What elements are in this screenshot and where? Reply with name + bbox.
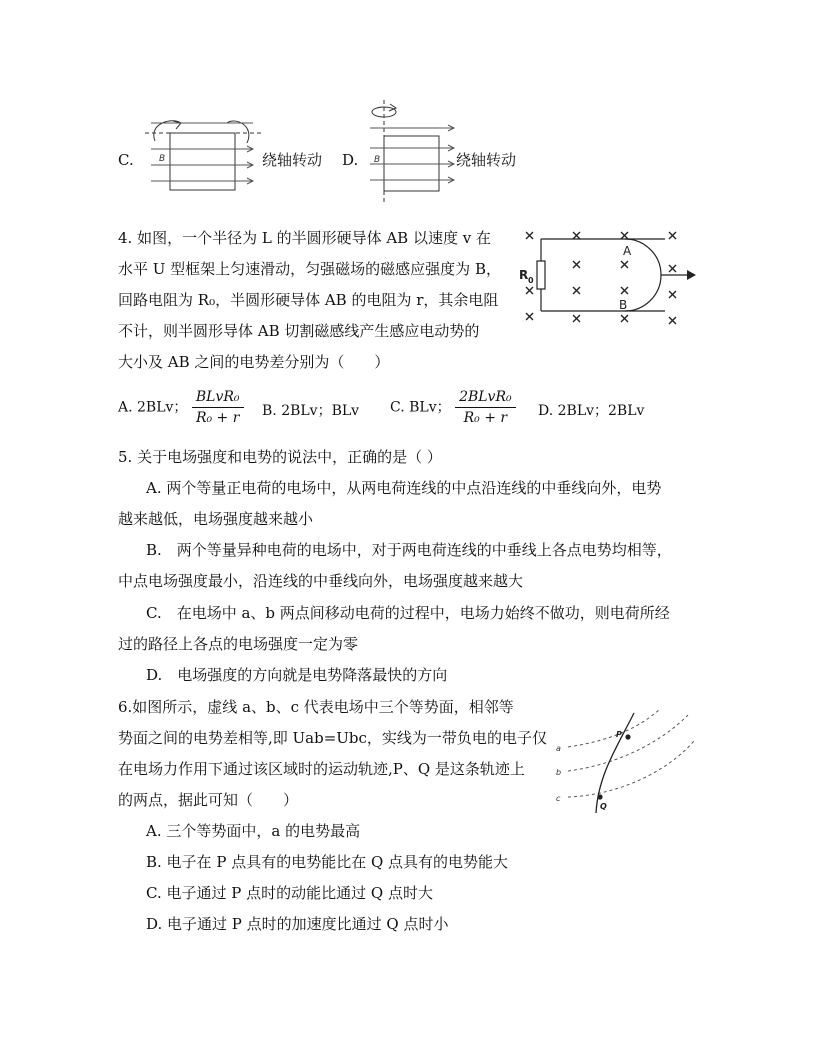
q4-option-c-numerator: 2BLvR₀: [455, 387, 516, 408]
q3-figure-c-b-label: B: [159, 154, 166, 164]
q4-option-a-prefix: A. 2BLv；: [118, 399, 188, 416]
q5-option-a-line-1: A. 两个等量正电荷的电场中，从两电荷连线的中点沿连线的中垂线向外，电势: [146, 479, 662, 497]
q6-figure-label-a: a: [556, 744, 561, 753]
q6-stem-line-2: 势面之间的电势差相等,即 Uab=Ubc，实线为一带负电的电子仅: [118, 729, 547, 747]
q3-figure-c: [143, 113, 263, 198]
q6-figure: [548, 705, 698, 815]
q4-figure-label-r-sub: 0: [528, 276, 534, 285]
q5-option-b-line-1: B. 两个等量异种电荷的电场中，对于两电荷连线的中垂线上各点电势均相等，: [146, 541, 672, 559]
q4-option-c-fraction: [455, 387, 516, 428]
q4-figure-label-a: A: [623, 244, 632, 258]
q4-option-b: B. 2BLv；BLv: [262, 403, 360, 419]
q4-stem-line-2: 水平 U 型框架上匀速滑动，匀强磁场的磁感应强度为 B，: [118, 260, 501, 278]
q5-option-a-line-2: 越来越低，电场强度越来越小: [118, 510, 314, 528]
q4-stem-line-3: 回路电阻为 R₀，半圆形硬导体 AB 的电阻为 r，其余电阻: [118, 291, 499, 309]
q4-figure-label-r: R: [519, 268, 529, 282]
q6-option-d: D. 电子通过 P 点时的加速度比通过 Q 点时小: [146, 915, 449, 933]
q3-option-d-letter: D.: [342, 151, 359, 169]
q5-option-b-line-2: 中点电场强度最小，沿连线的中垂线向外，电场强度越来越大: [118, 572, 524, 590]
q6-option-b: B. 电子在 P 点具有的电势能比在 Q 点具有的电势能大: [146, 853, 509, 871]
q3-figure-d-b-label: B: [374, 155, 381, 165]
q4-option-c-denominator: R₀ + r: [463, 410, 508, 426]
q4-option-c: [390, 387, 516, 428]
q3-option-d-text: 绕轴转动: [456, 151, 517, 169]
q3-option-c-text: 绕轴转动: [262, 151, 323, 169]
q6-figure-label-p: P: [616, 730, 622, 739]
q6-option-c: C. 电子通过 P 点时的动能比通过 Q 点时大: [146, 884, 433, 902]
q5-option-c-line-2: 过的路径上各点的电场强度一定为零: [118, 635, 359, 653]
q6-stem-line-3: 在电场力作用下通过该区域时的运动轨迹,P、Q 是这条轨迹上: [118, 760, 525, 778]
q4-figure-label-b: B: [619, 298, 628, 312]
q4-option-a-denominator: R₀ + r: [195, 410, 240, 426]
q4-option-a-numerator: BLvR₀: [192, 387, 244, 408]
q5-option-d: D. 电场强度的方向就是电势降落最快的方向: [146, 666, 448, 684]
q4-stem-line-4: 不计，则半圆形导体 AB 切割磁感线产生感应电动势的: [118, 322, 480, 340]
q4-option-a: [118, 387, 244, 428]
q6-figure-label-q: Q: [600, 802, 607, 811]
q4-option-a-fraction: [192, 387, 244, 428]
q4-stem-line-5: 大小及 AB 之间的电势差分别为（ ）: [118, 353, 390, 371]
q6-stem-line-4: 的两点，据此可知（ ）: [118, 791, 299, 809]
q6-option-a: A. 三个等势面中，a 的电势最高: [146, 822, 361, 840]
q6-stem-line-1: 6.如图所示，虚线 a、b、c 代表电场中三个等势面，相邻等: [118, 698, 514, 716]
q4-stem-line-1: 4. 如图，一个半径为 L 的半圆形硬导体 AB 以速度 v 在: [118, 229, 491, 247]
q3-option-c-letter: C.: [118, 151, 134, 169]
q6-figure-label-b: b: [556, 768, 562, 777]
q5-stem: 5. 关于电场强度和电势的说法中，正确的是（ ）: [118, 448, 442, 466]
q4-option-c-prefix: C. BLv；: [390, 399, 451, 416]
q4-figure: [515, 225, 700, 330]
q5-option-c-line-1: C. 在电场中 a、b 两点间移动电荷的过程中，电场力始终不做功，则电荷所经: [146, 604, 670, 622]
q4-option-d: D. 2BLv；2BLv: [538, 403, 645, 419]
q3-figure-d: [366, 98, 456, 203]
q6-figure-label-c: c: [556, 794, 561, 803]
